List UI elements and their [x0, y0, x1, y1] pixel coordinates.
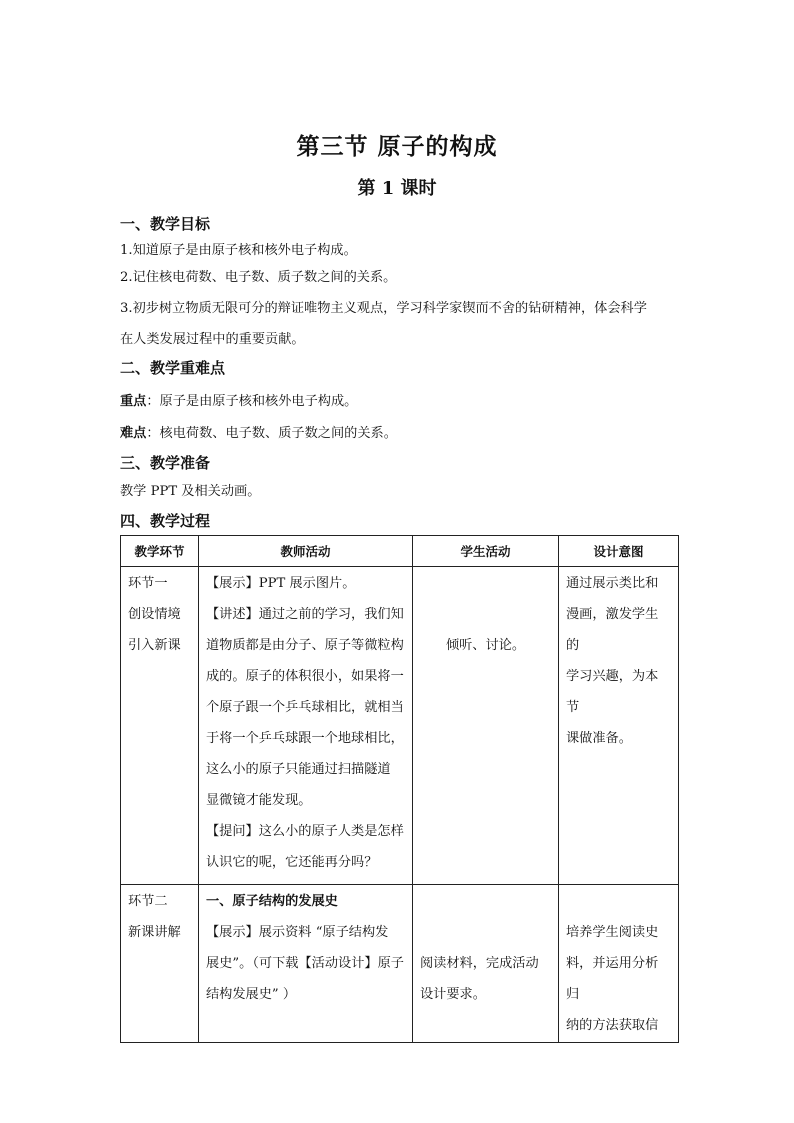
intent-line: 学习兴趣，为本节	[566, 669, 659, 715]
teacher-activity-cell	[199, 567, 413, 885]
column-header-teacher: 教师活动	[199, 536, 413, 567]
teacher-line: 【展示】PPT 展示图片。	[206, 576, 356, 591]
student-activity-cell	[413, 567, 559, 885]
table-row	[121, 567, 679, 885]
difficulty-label: 难点	[120, 426, 147, 441]
intent-line: 漫画，激发学生的	[566, 607, 659, 653]
intent-line: 料，并运用分析归	[566, 956, 659, 1002]
lesson-subtitle: 第 1 课时	[357, 178, 437, 199]
teacher-line: 【提问】这么小的原子人类是怎样	[206, 824, 404, 839]
heading-process: 四、教学过程	[120, 512, 211, 530]
stage-cell	[121, 885, 199, 1043]
teacher-line: 于将一个乒乓球跟一个地球相比，	[206, 731, 404, 746]
teaching-process-table	[120, 535, 679, 1043]
objective-item: 2.记住核电荷数、电子数、质子数之间的关系。	[120, 270, 397, 285]
stage-line: 引入新课	[128, 638, 181, 653]
stage-line: 创设情境	[128, 607, 181, 622]
design-intent-cell	[559, 885, 679, 1043]
focus-line	[120, 390, 357, 409]
table-row	[121, 885, 679, 1043]
difficulty-text: ：核电荷数、电子数、质子数之间的关系。	[146, 426, 397, 441]
student-line: 阅读材料，完成活动	[420, 956, 539, 971]
difficulty-line	[120, 422, 397, 441]
stage-cell	[121, 567, 199, 885]
table-header-row	[121, 536, 679, 567]
intent-line: 课做准备。	[566, 731, 632, 746]
heading-objectives: 一、教学目标	[120, 215, 211, 233]
stage-line: 环节一	[128, 576, 168, 591]
intent-line: 纳的方法获取信	[566, 1018, 659, 1033]
heading-preparation: 三、教学准备	[120, 454, 211, 472]
teacher-line: 结构发展史” ）	[206, 987, 297, 1002]
stage-line: 新课讲解	[128, 925, 181, 940]
page-title: 第三节 原子的构成	[296, 133, 498, 160]
objective-item: 在人类发展过程中的重要贡献。	[120, 332, 305, 347]
teacher-line: 成的。原子的体积很小，如果将一	[206, 669, 404, 684]
column-header-stage: 教学环节	[121, 536, 199, 567]
design-intent-cell	[559, 567, 679, 885]
teacher-line: 展史”。（可下载【活动设计】原子	[206, 956, 404, 971]
teacher-activity-cell	[199, 885, 413, 1043]
objective-item: 1.知道原子是由原子核和核外电子构成。	[120, 243, 357, 258]
preparation-text: 教学 PPT 及相关动画。	[120, 484, 261, 499]
intent-line: 培养学生阅读史	[566, 925, 659, 940]
teacher-subheading: 一、原子结构的发展史	[206, 894, 338, 909]
focus-label: 重点	[120, 394, 147, 409]
teacher-line: 【展示】展示资料 “原子结构发	[206, 925, 389, 940]
intent-line: 通过展示类比和	[566, 576, 659, 591]
objective-item: 3.初步树立物质无限可分的辩证唯物主义观点，学习科学家锲而不舍的钻研精神，体会科学	[120, 301, 647, 316]
column-header-intent: 设计意图	[559, 536, 679, 567]
student-line: 倾听、讨论。	[445, 638, 526, 653]
stage-line: 环节二	[128, 894, 168, 909]
teacher-line: 显微镜才能发现。	[206, 793, 312, 808]
heading-key-points: 二、教学重难点	[120, 359, 226, 377]
student-line: 设计要求。	[420, 987, 486, 1002]
teacher-line: 这么小的原子只能通过扫描隧道	[206, 762, 391, 777]
teacher-line: 认识它的呢，它还能再分吗？	[206, 855, 378, 870]
focus-text: ：原子是由原子核和核外电子构成。	[146, 394, 358, 409]
teacher-line: 【讲述】通过之前的学习，我们知	[206, 607, 404, 622]
teacher-line: 个原子跟一个乒乓球相比，就相当	[206, 700, 404, 715]
column-header-student: 学生活动	[413, 536, 559, 567]
student-activity-cell	[413, 885, 559, 1043]
teacher-line: 道物质都是由分子、原子等微粒构	[206, 638, 404, 653]
